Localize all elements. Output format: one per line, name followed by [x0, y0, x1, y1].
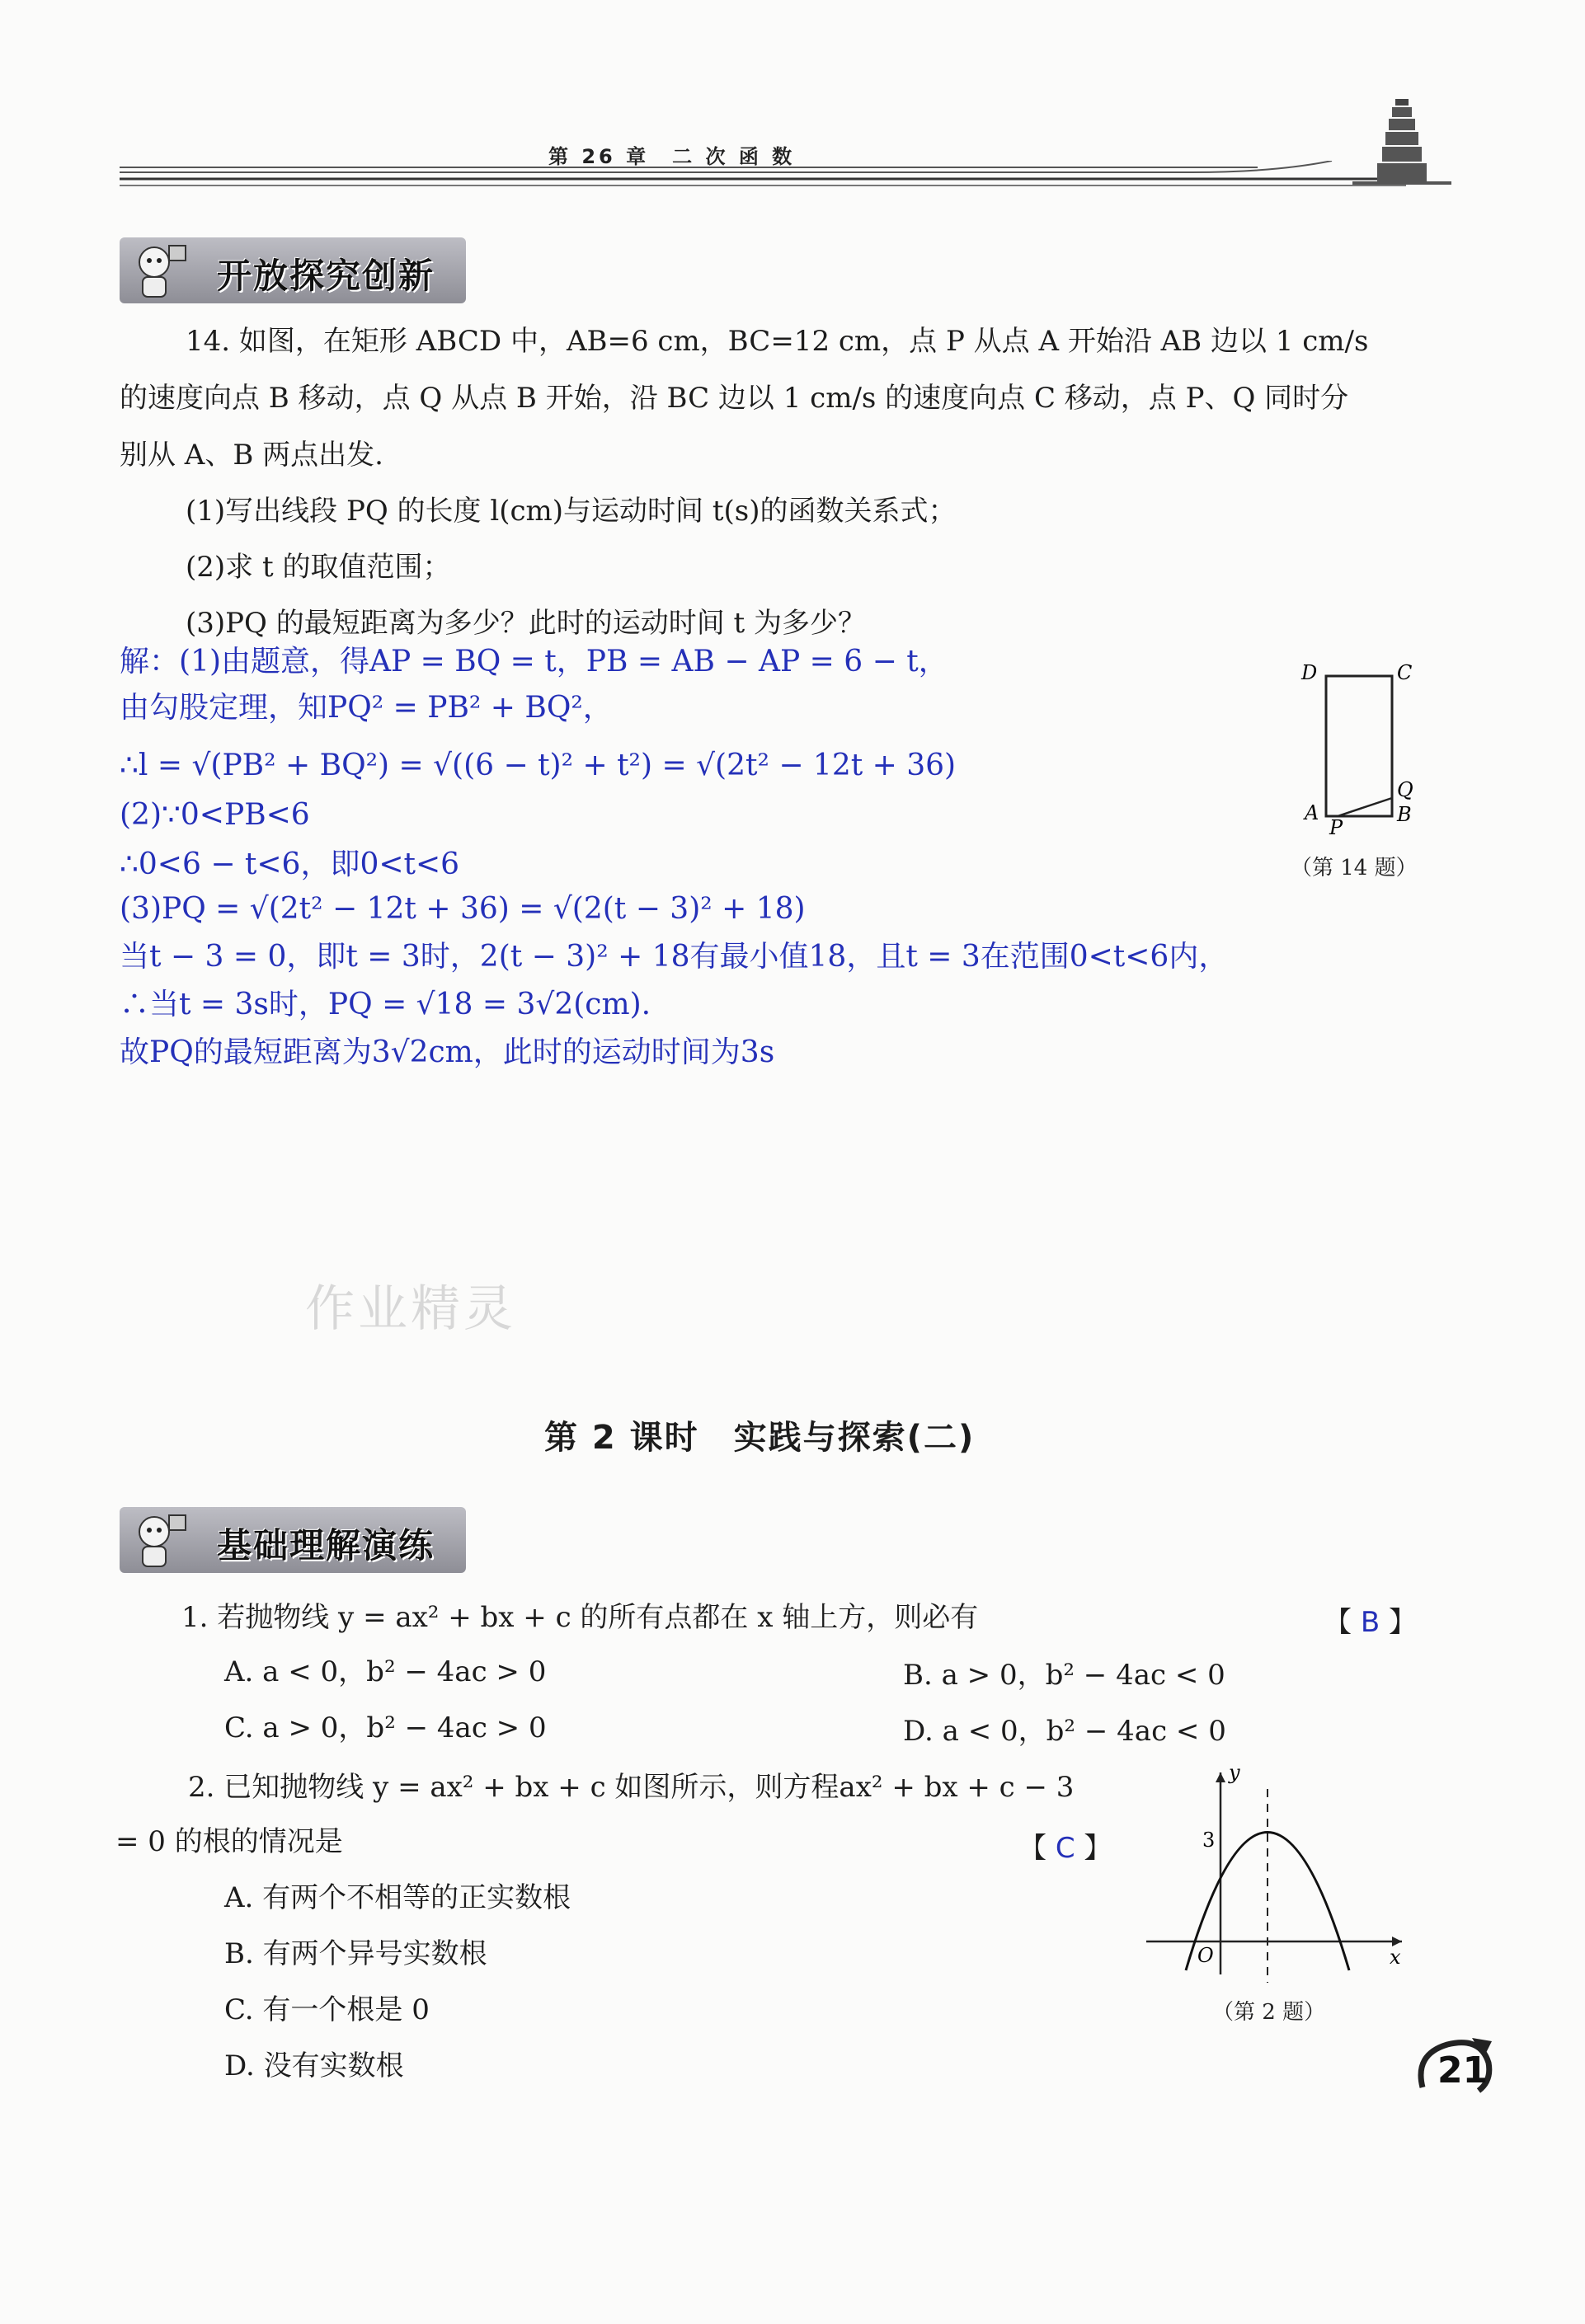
q1-option-b: B. a > 0，b² − 4ac < 0 [903, 1659, 1225, 1692]
problem14-part2: (2)求 t 的取值范围； [186, 551, 451, 584]
answer-line-4: (2)∵0<PB<6 [120, 798, 310, 832]
rectangle-figure [1286, 651, 1435, 849]
problem14-line-3: 别从 A、B 两点出发. [120, 439, 383, 472]
label-B: B [1397, 803, 1412, 826]
problem14-part3: (3)PQ 的最短距离为多少？此时的运动时间 t 为多少？ [186, 607, 866, 640]
label-P: P [1329, 816, 1343, 839]
q2-option-b: B. 有两个异号实数根 [224, 1937, 487, 1970]
q1-option-c: C. a > 0，b² − 4ac > 0 [224, 1711, 547, 1744]
q2-answer-bracket: 【 C 】 [1018, 1832, 1112, 1865]
q2-stem-line-1: 2. 已知抛物线 y = ax² + bx + c 如图所示，则方程ax² + bx + c − 3 [188, 1771, 1075, 1804]
section-banner-open-exploration [120, 237, 466, 303]
page-number: 21 [1437, 2049, 1489, 2092]
q1-answer: B [1360, 1606, 1380, 1639]
q2-stem-line-2: = 0 的根的情况是 [115, 1825, 343, 1858]
figure14-caption: （第 14 题） [1291, 856, 1418, 880]
banner-label: 基础理解演练 [217, 1525, 435, 1566]
mascot-icon [125, 241, 190, 300]
answer-line-5: ∴0<6 − t<6，即0<t<6 [120, 847, 460, 881]
page-number-badge [1406, 2030, 1505, 2104]
pagoda-icon [1352, 91, 1451, 190]
section-banner-basic-practice [120, 1507, 466, 1573]
q2-option-c: C. 有一个根是 0 [224, 1993, 430, 2026]
chapter-header: 第 26 章 二 次 函 数 [548, 145, 796, 168]
answer-line-9: 故PQ的最短距离为3√2cm，此时的运动时间为3s [120, 1035, 775, 1069]
label-D: D [1301, 661, 1318, 684]
answer-line-6: (3)PQ = √(2t² − 12t + 36) = √(2(t − 3)² + 18) [120, 892, 806, 926]
watermark: 作业精灵 [305, 1280, 516, 1338]
x-axis-label: x [1390, 1946, 1401, 1969]
mascot-icon [125, 1510, 190, 1570]
y-intercept-label: 3 [1202, 1829, 1216, 1852]
q2-option-d: D. 没有实数根 [224, 2049, 404, 2082]
answer-line-8: ∴当t = 3s时，PQ = √18 = 3√2(cm). [120, 988, 651, 1021]
parabola-figure [1138, 1764, 1410, 1987]
problem14-line-2: 的速度向点 B 移动，点 Q 从点 B 开始，沿 BC 边以 1 cm/s 的速度向点 C 移动，点 P、Q 同时分 [120, 382, 1349, 415]
header-rule-lines [120, 161, 1439, 194]
answer-line-2: 由勾股定理，知PQ² = PB² + BQ²， [120, 691, 613, 725]
q1-stem: 1. 若抛物线 y = ax² + bx + c 的所有点都在 x 轴上方，则必有 [181, 1601, 979, 1634]
banner-label: 开放探究创新 [217, 256, 435, 296]
origin-label: O [1197, 1944, 1214, 1967]
answer-line-3: ∴l = √(PB² + BQ²) = √((6 − t)² + t²) = √(2t² − 12t + 36) [120, 749, 957, 782]
label-C: C [1397, 661, 1413, 684]
lesson-title: 第 2 课时 实践与探索(二) [544, 1419, 976, 1457]
label-A: A [1305, 801, 1319, 824]
q2-option-a: A. 有两个不相等的正实数根 [224, 1881, 571, 1914]
q1-answer-bracket: 【 B 】 [1324, 1606, 1417, 1639]
q2-answer: C [1055, 1832, 1075, 1865]
answer-line-7: 当t − 3 = 0，即t = 3时，2(t − 3)² + 18有最小值18，且t = 3在范围0<t<6内， [120, 940, 1229, 974]
answer-line-1: 解：(1)由题意，得AP = BQ = t，PB = AB − AP = 6 − t， [120, 645, 948, 678]
figure2-caption: （第 2 题） [1212, 2000, 1326, 2025]
label-Q: Q [1397, 778, 1413, 801]
q1-option-d: D. a < 0，b² − 4ac < 0 [903, 1715, 1226, 1748]
problem14-part1: (1)写出线段 PQ 的长度 l(cm)与运动时间 t(s)的函数关系式； [186, 495, 957, 528]
problem14-line-1: 14. 如图，在矩形 ABCD 中，AB=6 cm，BC=12 cm，点 P 从点 A 开始沿 AB 边以 1 cm/s [186, 325, 1369, 358]
q1-option-a: A. a < 0，b² − 4ac > 0 [224, 1655, 547, 1688]
y-axis-label: y [1229, 1764, 1240, 1784]
